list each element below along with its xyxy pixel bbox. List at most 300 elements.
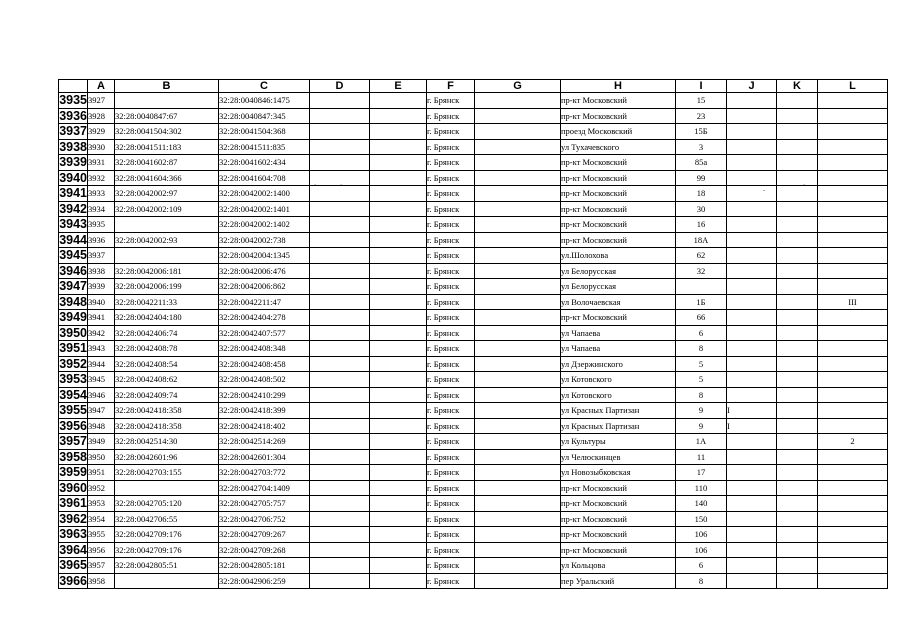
cell-k bbox=[777, 108, 818, 124]
cell-a: 3955 bbox=[88, 527, 115, 543]
cell-h: пр-кт Московский bbox=[561, 201, 676, 217]
cell-h: ул Кольцова bbox=[561, 558, 676, 574]
cell-h: ул Культуры bbox=[561, 434, 676, 450]
row-number: 3964 bbox=[59, 542, 87, 557]
cell-j bbox=[727, 294, 777, 310]
cell-l bbox=[818, 403, 888, 419]
cell-l bbox=[818, 511, 888, 527]
cell-a: 3943 bbox=[88, 341, 115, 357]
cell-f: г. Брянск bbox=[427, 372, 475, 388]
cell-j bbox=[727, 325, 777, 341]
cell-d bbox=[310, 124, 370, 140]
cell-d bbox=[310, 480, 370, 496]
column-header-g: G bbox=[475, 80, 561, 93]
cell-c: 32:28:0042407:577 bbox=[219, 325, 310, 341]
cell-c: 32:28:0042601:304 bbox=[219, 449, 310, 465]
table-row bbox=[59, 356, 888, 372]
table-row bbox=[59, 558, 888, 574]
cell-f: г. Брянск bbox=[427, 527, 475, 543]
cell-h: ул.Шолохова bbox=[561, 248, 676, 264]
cell-h: ул Красных Партизан bbox=[561, 403, 676, 419]
cell-c: 32:28:0042211:47 bbox=[219, 294, 310, 310]
cell-c: 32:28:0041511:835 bbox=[219, 139, 310, 155]
cell-a: 3952 bbox=[88, 480, 115, 496]
cell-b: 32:28:0041504:302 bbox=[115, 124, 219, 140]
cell-b: 32:28:0042601:96 bbox=[115, 449, 219, 465]
cell-d bbox=[310, 387, 370, 403]
table-row bbox=[59, 542, 888, 558]
cell-d bbox=[310, 108, 370, 124]
column-header-d: D bbox=[310, 80, 370, 93]
row-number: 3957 bbox=[59, 434, 87, 449]
cell-a: 3927 bbox=[88, 93, 115, 109]
cell-b bbox=[115, 573, 219, 589]
cell-b: 32:28:0042514:30 bbox=[115, 434, 219, 450]
cell-f: г. Брянск bbox=[427, 449, 475, 465]
table-row bbox=[59, 155, 888, 171]
table-body bbox=[59, 93, 888, 589]
cell-d bbox=[310, 527, 370, 543]
cell-f: г. Брянск bbox=[427, 480, 475, 496]
cell-h: пр-кт Московский bbox=[561, 542, 676, 558]
cell-g bbox=[475, 341, 561, 357]
cell-c: 32:28:0042418:402 bbox=[219, 418, 310, 434]
row-number: 3946 bbox=[59, 263, 87, 278]
cell-c: 32:28:0042002:1401 bbox=[219, 201, 310, 217]
row-number: 3965 bbox=[59, 558, 87, 573]
cell-k bbox=[777, 542, 818, 558]
column-header-b: B bbox=[115, 80, 219, 93]
cell-e bbox=[370, 542, 427, 558]
cell-i: 110 bbox=[676, 480, 727, 496]
cell-f: г. Брянск bbox=[427, 248, 475, 264]
cell-e bbox=[370, 279, 427, 295]
cell-e bbox=[370, 93, 427, 109]
cell-i: 1Б bbox=[676, 294, 727, 310]
cell-g bbox=[475, 310, 561, 326]
cell-g bbox=[475, 279, 561, 295]
cell-k bbox=[777, 201, 818, 217]
table-row bbox=[59, 449, 888, 465]
cell-c: 32:28:0042002:738 bbox=[219, 232, 310, 248]
cell-f: г. Брянск bbox=[427, 542, 475, 558]
cell-e bbox=[370, 356, 427, 372]
row-number: 3951 bbox=[59, 341, 87, 356]
cell-j bbox=[727, 310, 777, 326]
cell-l bbox=[818, 418, 888, 434]
cell-d bbox=[310, 232, 370, 248]
cell-a: 3933 bbox=[88, 186, 115, 202]
cell-k bbox=[777, 139, 818, 155]
cell-i: 5 bbox=[676, 372, 727, 388]
cell-k bbox=[777, 573, 818, 589]
cell-c: 32:28:0042410:299 bbox=[219, 387, 310, 403]
cell-a: 3951 bbox=[88, 465, 115, 481]
cell-k bbox=[777, 496, 818, 512]
cell-d bbox=[310, 139, 370, 155]
cell-b: 32:28:0042406:74 bbox=[115, 325, 219, 341]
cell-j bbox=[727, 248, 777, 264]
cell-c: 32:28:0042002:1402 bbox=[219, 217, 310, 233]
cell-j bbox=[727, 496, 777, 512]
row-number: 3953 bbox=[59, 372, 87, 387]
cell-j bbox=[727, 217, 777, 233]
cell-f: г. Брянск bbox=[427, 186, 475, 202]
row-number: 3963 bbox=[59, 527, 87, 542]
cell-d bbox=[310, 403, 370, 419]
cell-g bbox=[475, 434, 561, 450]
cell-a: 3928 bbox=[88, 108, 115, 124]
cell-i: 85а bbox=[676, 155, 727, 171]
cell-i: 15Б bbox=[676, 124, 727, 140]
cell-e bbox=[370, 294, 427, 310]
row-number: 3945 bbox=[59, 248, 87, 263]
cell-l bbox=[818, 496, 888, 512]
cell-g bbox=[475, 263, 561, 279]
cell-l bbox=[818, 139, 888, 155]
cell-h: ул Дзержинского bbox=[561, 356, 676, 372]
cell-k bbox=[777, 294, 818, 310]
cell-j bbox=[727, 155, 777, 171]
scan-speck: ` bbox=[803, 183, 806, 191]
cell-j bbox=[727, 449, 777, 465]
cell-h: ул Красных Партизан bbox=[561, 418, 676, 434]
cell-e bbox=[370, 387, 427, 403]
cell-j bbox=[727, 170, 777, 186]
table-row bbox=[59, 434, 888, 450]
cell-e bbox=[370, 155, 427, 171]
cell-b: 32:28:0042408:78 bbox=[115, 341, 219, 357]
cell-d bbox=[310, 263, 370, 279]
cell-g bbox=[475, 124, 561, 140]
column-header-c: C bbox=[219, 80, 310, 93]
cell-a: 3929 bbox=[88, 124, 115, 140]
cell-l bbox=[818, 310, 888, 326]
cell-a: 3947 bbox=[88, 403, 115, 419]
column-header-f: F bbox=[427, 80, 475, 93]
cell-f: г. Брянск bbox=[427, 232, 475, 248]
cell-g bbox=[475, 356, 561, 372]
column-header-k: K bbox=[777, 80, 818, 93]
table-row bbox=[59, 170, 888, 186]
table-row bbox=[59, 496, 888, 512]
cell-i: 140 bbox=[676, 496, 727, 512]
cell-k bbox=[777, 465, 818, 481]
cell-e bbox=[370, 465, 427, 481]
cell-b: 32:28:0042709:176 bbox=[115, 527, 219, 543]
table-row bbox=[59, 341, 888, 357]
table-row bbox=[59, 465, 888, 481]
cell-c: 32:28:0042514:269 bbox=[219, 434, 310, 450]
cell-c: 32:28:0042004:1345 bbox=[219, 248, 310, 264]
cell-l bbox=[818, 573, 888, 589]
cell-a: 3930 bbox=[88, 139, 115, 155]
cell-k bbox=[777, 418, 818, 434]
table-row bbox=[59, 248, 888, 264]
cell-i: 9 bbox=[676, 418, 727, 434]
cell-a: 3942 bbox=[88, 325, 115, 341]
cell-a: 3936 bbox=[88, 232, 115, 248]
column-header-i: I bbox=[676, 80, 727, 93]
table-row bbox=[59, 387, 888, 403]
table-row bbox=[59, 403, 888, 419]
spreadsheet-table bbox=[58, 79, 888, 589]
table-row bbox=[59, 124, 888, 140]
cell-i: 6 bbox=[676, 325, 727, 341]
cell-d bbox=[310, 542, 370, 558]
cell-b: 32:28:0041602:87 bbox=[115, 155, 219, 171]
cell-b: 32:28:0042404:180 bbox=[115, 310, 219, 326]
cell-f: г. Брянск bbox=[427, 310, 475, 326]
cell-k bbox=[777, 511, 818, 527]
cell-l bbox=[818, 108, 888, 124]
row-number: 3956 bbox=[59, 418, 87, 433]
cell-j bbox=[727, 372, 777, 388]
cell-i: 18А bbox=[676, 232, 727, 248]
cell-c: 32:28:0040846:1475 bbox=[219, 93, 310, 109]
cell-c: 32:28:0042703:772 bbox=[219, 465, 310, 481]
cell-j bbox=[727, 527, 777, 543]
cell-e bbox=[370, 418, 427, 434]
cell-f: г. Брянск bbox=[427, 325, 475, 341]
cell-f: г. Брянск bbox=[427, 356, 475, 372]
row-number: 3943 bbox=[59, 217, 87, 232]
cell-c: 32:28:0042006:862 bbox=[219, 279, 310, 295]
cell-f: г. Брянск bbox=[427, 170, 475, 186]
cell-f: г. Брянск bbox=[427, 155, 475, 171]
cell-f: г. Брянск bbox=[427, 139, 475, 155]
cell-l bbox=[818, 124, 888, 140]
cell-h: пр-кт Московский bbox=[561, 108, 676, 124]
cell-e bbox=[370, 496, 427, 512]
cell-i: 150 bbox=[676, 511, 727, 527]
cell-h: пр-кт Московский bbox=[561, 217, 676, 233]
cell-h: ул Чапаева bbox=[561, 325, 676, 341]
cell-g bbox=[475, 449, 561, 465]
cell-l bbox=[818, 480, 888, 496]
cell-b: 32:28:0042006:181 bbox=[115, 263, 219, 279]
cell-b: 32:28:0042211:33 bbox=[115, 294, 219, 310]
cell-c: 32:28:0042006:476 bbox=[219, 263, 310, 279]
cell-i: 6 bbox=[676, 558, 727, 574]
cell-g bbox=[475, 232, 561, 248]
cell-j: I bbox=[727, 403, 777, 419]
cell-g bbox=[475, 573, 561, 589]
cell-k bbox=[777, 170, 818, 186]
cell-g bbox=[475, 108, 561, 124]
cell-f: г. Брянск bbox=[427, 403, 475, 419]
cell-d bbox=[310, 449, 370, 465]
cell-l bbox=[818, 170, 888, 186]
cell-a: 3944 bbox=[88, 356, 115, 372]
cell-j bbox=[727, 139, 777, 155]
cell-h: ул Чапаева bbox=[561, 341, 676, 357]
cell-e bbox=[370, 527, 427, 543]
cell-l bbox=[818, 465, 888, 481]
cell-g bbox=[475, 527, 561, 543]
cell-h: проезд Московский bbox=[561, 124, 676, 140]
cell-j bbox=[727, 573, 777, 589]
cell-i bbox=[676, 279, 727, 295]
cell-f: г. Брянск bbox=[427, 263, 475, 279]
cell-l bbox=[818, 217, 888, 233]
cell-i: 11 bbox=[676, 449, 727, 465]
table-row bbox=[59, 527, 888, 543]
row-number: 3966 bbox=[59, 573, 87, 588]
cell-h: пр-кт Московский bbox=[561, 511, 676, 527]
cell-a: 3956 bbox=[88, 542, 115, 558]
cell-h: ул Белорусская bbox=[561, 263, 676, 279]
table-row bbox=[59, 310, 888, 326]
cell-b: 32:28:0042709:176 bbox=[115, 542, 219, 558]
cell-e bbox=[370, 434, 427, 450]
cell-i: 32 bbox=[676, 263, 727, 279]
table-row bbox=[59, 480, 888, 496]
row-number: 3949 bbox=[59, 310, 87, 325]
cell-l bbox=[818, 449, 888, 465]
cell-l bbox=[818, 372, 888, 388]
cell-e bbox=[370, 124, 427, 140]
cell-g bbox=[475, 248, 561, 264]
cell-l bbox=[818, 341, 888, 357]
cell-g bbox=[475, 387, 561, 403]
cell-c: 32:28:0041604:708 bbox=[219, 170, 310, 186]
column-header-l: L bbox=[818, 80, 888, 93]
row-number: 3947 bbox=[59, 279, 87, 294]
cell-k bbox=[777, 558, 818, 574]
cell-e bbox=[370, 248, 427, 264]
cell-i: 106 bbox=[676, 542, 727, 558]
cell-d bbox=[310, 465, 370, 481]
cell-l bbox=[818, 387, 888, 403]
cell-d bbox=[310, 310, 370, 326]
cell-j bbox=[727, 558, 777, 574]
cell-j bbox=[727, 434, 777, 450]
row-number: 3936 bbox=[59, 108, 87, 123]
cell-f: г. Брянск bbox=[427, 511, 475, 527]
cell-b: 32:28:0042418:358 bbox=[115, 403, 219, 419]
cell-k bbox=[777, 248, 818, 264]
row-number: 3938 bbox=[59, 139, 87, 154]
table-row bbox=[59, 325, 888, 341]
cell-e bbox=[370, 325, 427, 341]
cell-i: 62 bbox=[676, 248, 727, 264]
cell-b bbox=[115, 248, 219, 264]
cell-k bbox=[777, 279, 818, 295]
row-number: 3959 bbox=[59, 465, 87, 480]
cell-c: 32:28:0042906:259 bbox=[219, 573, 310, 589]
cell-b: 32:28:0042006:199 bbox=[115, 279, 219, 295]
cell-f: г. Брянск bbox=[427, 217, 475, 233]
row-number: 3960 bbox=[59, 480, 87, 495]
cell-f: г. Брянск bbox=[427, 108, 475, 124]
cell-h: пр-кт Московский bbox=[561, 170, 676, 186]
cell-k bbox=[777, 155, 818, 171]
cell-h: пр-кт Московский bbox=[561, 155, 676, 171]
cell-e bbox=[370, 449, 427, 465]
cell-k bbox=[777, 217, 818, 233]
cell-b: 32:28:0041511:183 bbox=[115, 139, 219, 155]
cell-g bbox=[475, 496, 561, 512]
row-number: 3944 bbox=[59, 232, 87, 247]
cell-d bbox=[310, 434, 370, 450]
cell-k bbox=[777, 372, 818, 388]
row-number: 3942 bbox=[59, 201, 87, 216]
cell-l bbox=[818, 93, 888, 109]
cell-c: 32:28:0042704:1409 bbox=[219, 480, 310, 496]
cell-d bbox=[310, 248, 370, 264]
row-number: 3940 bbox=[59, 170, 87, 185]
cell-d bbox=[310, 279, 370, 295]
cell-j bbox=[727, 341, 777, 357]
cell-l bbox=[818, 186, 888, 202]
cell-g bbox=[475, 186, 561, 202]
cell-d bbox=[310, 93, 370, 109]
cell-j bbox=[727, 387, 777, 403]
cell-l bbox=[818, 248, 888, 264]
cell-e bbox=[370, 186, 427, 202]
cell-d bbox=[310, 418, 370, 434]
cell-h: пр-кт Московский bbox=[561, 310, 676, 326]
cell-j bbox=[727, 511, 777, 527]
row-number: 3950 bbox=[59, 325, 87, 340]
cell-c: 32:28:0042705:757 bbox=[219, 496, 310, 512]
cell-i: 17 bbox=[676, 465, 727, 481]
cell-b: 32:28:0042409:74 bbox=[115, 387, 219, 403]
cell-c: 32:28:0042709:267 bbox=[219, 527, 310, 543]
cell-h: пр-кт Московский bbox=[561, 496, 676, 512]
cell-h: ул Котовского bbox=[561, 372, 676, 388]
cell-k bbox=[777, 480, 818, 496]
cell-k bbox=[777, 527, 818, 543]
cell-f: г. Брянск bbox=[427, 465, 475, 481]
cell-l bbox=[818, 263, 888, 279]
cell-a: 3949 bbox=[88, 434, 115, 450]
cell-f: г. Брянск bbox=[427, 341, 475, 357]
row-number: 3937 bbox=[59, 124, 87, 139]
cell-f: г. Брянск bbox=[427, 573, 475, 589]
cell-g bbox=[475, 325, 561, 341]
cell-j bbox=[727, 263, 777, 279]
table-row bbox=[59, 93, 888, 109]
cell-g bbox=[475, 558, 561, 574]
cell-j: I bbox=[727, 418, 777, 434]
cell-a: 3940 bbox=[88, 294, 115, 310]
cell-e bbox=[370, 139, 427, 155]
table-row bbox=[59, 279, 888, 295]
cell-e bbox=[370, 372, 427, 388]
row-number: 3954 bbox=[59, 387, 87, 402]
cell-k bbox=[777, 403, 818, 419]
cell-k bbox=[777, 356, 818, 372]
row-number: 3962 bbox=[59, 511, 87, 526]
cell-b: 32:28:0042805:51 bbox=[115, 558, 219, 574]
cell-k bbox=[777, 387, 818, 403]
cell-e bbox=[370, 341, 427, 357]
cell-e bbox=[370, 263, 427, 279]
cell-g bbox=[475, 403, 561, 419]
cell-a: 3957 bbox=[88, 558, 115, 574]
cell-d bbox=[310, 201, 370, 217]
table-row bbox=[59, 372, 888, 388]
table-row bbox=[59, 573, 888, 589]
cell-b bbox=[115, 217, 219, 233]
cell-h: пр-кт Московский bbox=[561, 93, 676, 109]
cell-d bbox=[310, 341, 370, 357]
cell-h: ул Волочаевская bbox=[561, 294, 676, 310]
cell-j bbox=[727, 201, 777, 217]
cell-f: г. Брянск bbox=[427, 558, 475, 574]
